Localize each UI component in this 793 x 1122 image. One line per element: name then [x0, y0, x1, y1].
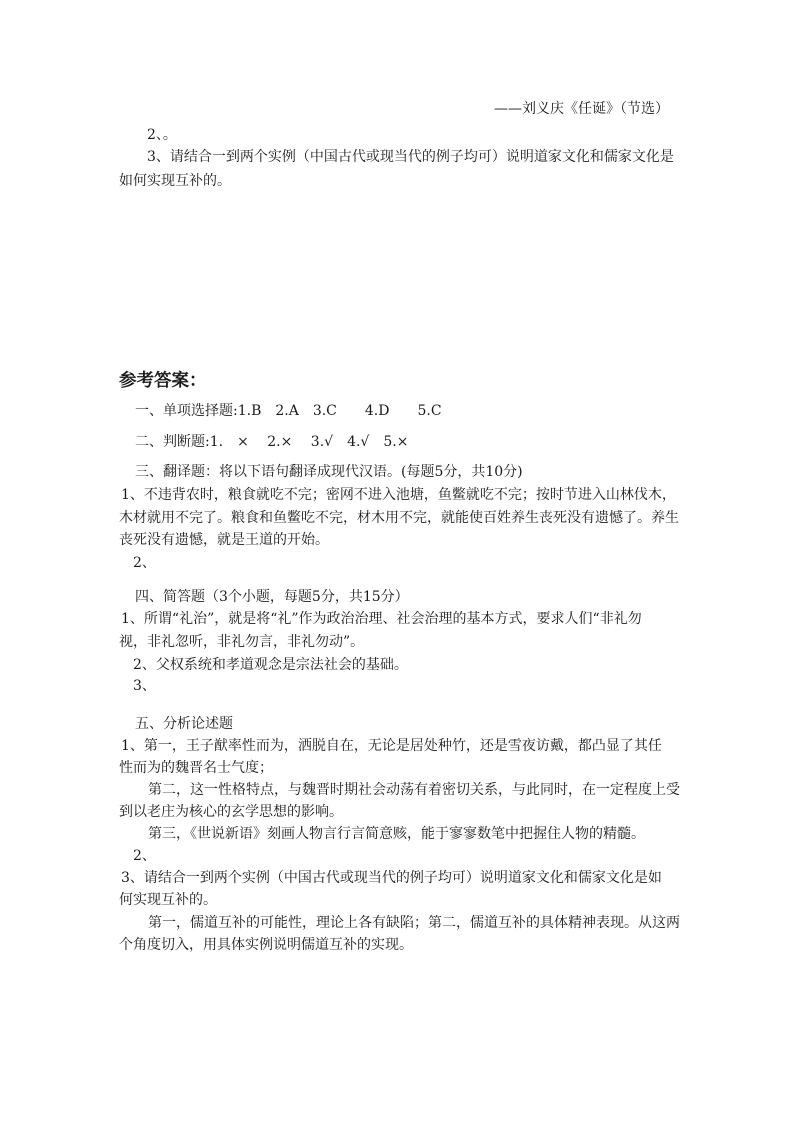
section-5-answer-2: 2、 [133, 848, 156, 864]
answers-heading: 参考答案： [119, 371, 207, 391]
section-3-answer-1-line-3: 丧死没有遗憾，就是王道的开始。 [119, 532, 329, 548]
section-3-answer-2: 2、 [133, 555, 156, 571]
section-1-answers: 一、单项选择题:1.B 2.A 3.C 4.D 5.C [135, 403, 442, 419]
section-5-answer-1-para-2-line-2: 到以老庄为核心的玄学思想的影响。 [119, 804, 343, 820]
question-2: 2、。 [147, 127, 177, 143]
section-4-answer-1-line-2: 视，非礼忽听，非礼勿言，非礼勿动”。 [119, 634, 365, 650]
section-5-answer-1-para-2-line-1: 第二，这一性格特点，与魏晋时期社会动荡有着密切关系，与此同时，在一定程度上受 [148, 782, 680, 798]
section-5-answer-1-para-3: 第三，《世说新语》刻画人物言行言简意赅，能于寥寥数笔中把握住人物的精髓。 [148, 826, 645, 842]
question-3-line-2: 如何实现互补的。 [119, 173, 231, 189]
section-5-answer-1-line-2: 性而为的魏晋名士气度； [119, 760, 273, 776]
section-5-answer-3-para-2-line-1: 第一，儒道互补的可能性，理论上各有缺陷；第二，儒道互补的具体精神表现。从这两 [148, 915, 680, 931]
section-5-answer-3-line-2: 何实现互补的。 [119, 892, 217, 908]
section-4-answer-1-line-1: 1、所谓“礼治”，就是将“礼”作为政治治理、社会治理的基本方式，要求人们“非礼勿 [121, 611, 642, 627]
question-3-line-1: 3、请结合一到两个实例（中国古代或现当代的例子均可）说明道家文化和儒家文化是 [147, 149, 674, 165]
section-5-title: 五、分析论述题 [135, 716, 233, 732]
section-2-answers: 二、判断题:1. × 2.× 3.√ 4.√ 5.× [135, 434, 409, 450]
section-3-answer-1-line-1: 1、不违背农时，粮食就吃不完；密网不进入池塘，鱼鳖就吃不完；按时节进入山林伐木， [121, 487, 676, 503]
section-4-answer-2: 2、父权系统和孝道观念是宗法社会的基础。 [133, 657, 408, 673]
section-4-title: 四、简答题（3个小题，每题5分，共15分） [135, 589, 409, 605]
section-3-answer-1-line-2: 木材就用不完了。粮食和鱼鳖吃不完，材木用不完，就能使百姓养生丧死没有遗憾了。养生 [119, 510, 679, 526]
section-5-answer-3-para-2-line-2: 个角度切入，用具体实例说明儒道互补的实现。 [119, 937, 413, 953]
section-5-answer-3-line-1: 3、请结合一到两个实例（中国古代或现当代的例子均可）说明道家文化和儒家文化是如 [121, 870, 662, 886]
section-4-answer-3: 3、 [133, 678, 156, 694]
section-3-title: 三、翻译题：将以下语句翻译成现代汉语。(每题5分，共10分) [135, 464, 523, 480]
source-attribution: ——刘义庆《任诞》（节选） [494, 101, 669, 117]
section-5-answer-1-line-1: 1、第一，王子猷率性而为，洒脱自在，无论是居处种竹，还是雪夜访戴，都凸显了其任 [121, 738, 662, 754]
